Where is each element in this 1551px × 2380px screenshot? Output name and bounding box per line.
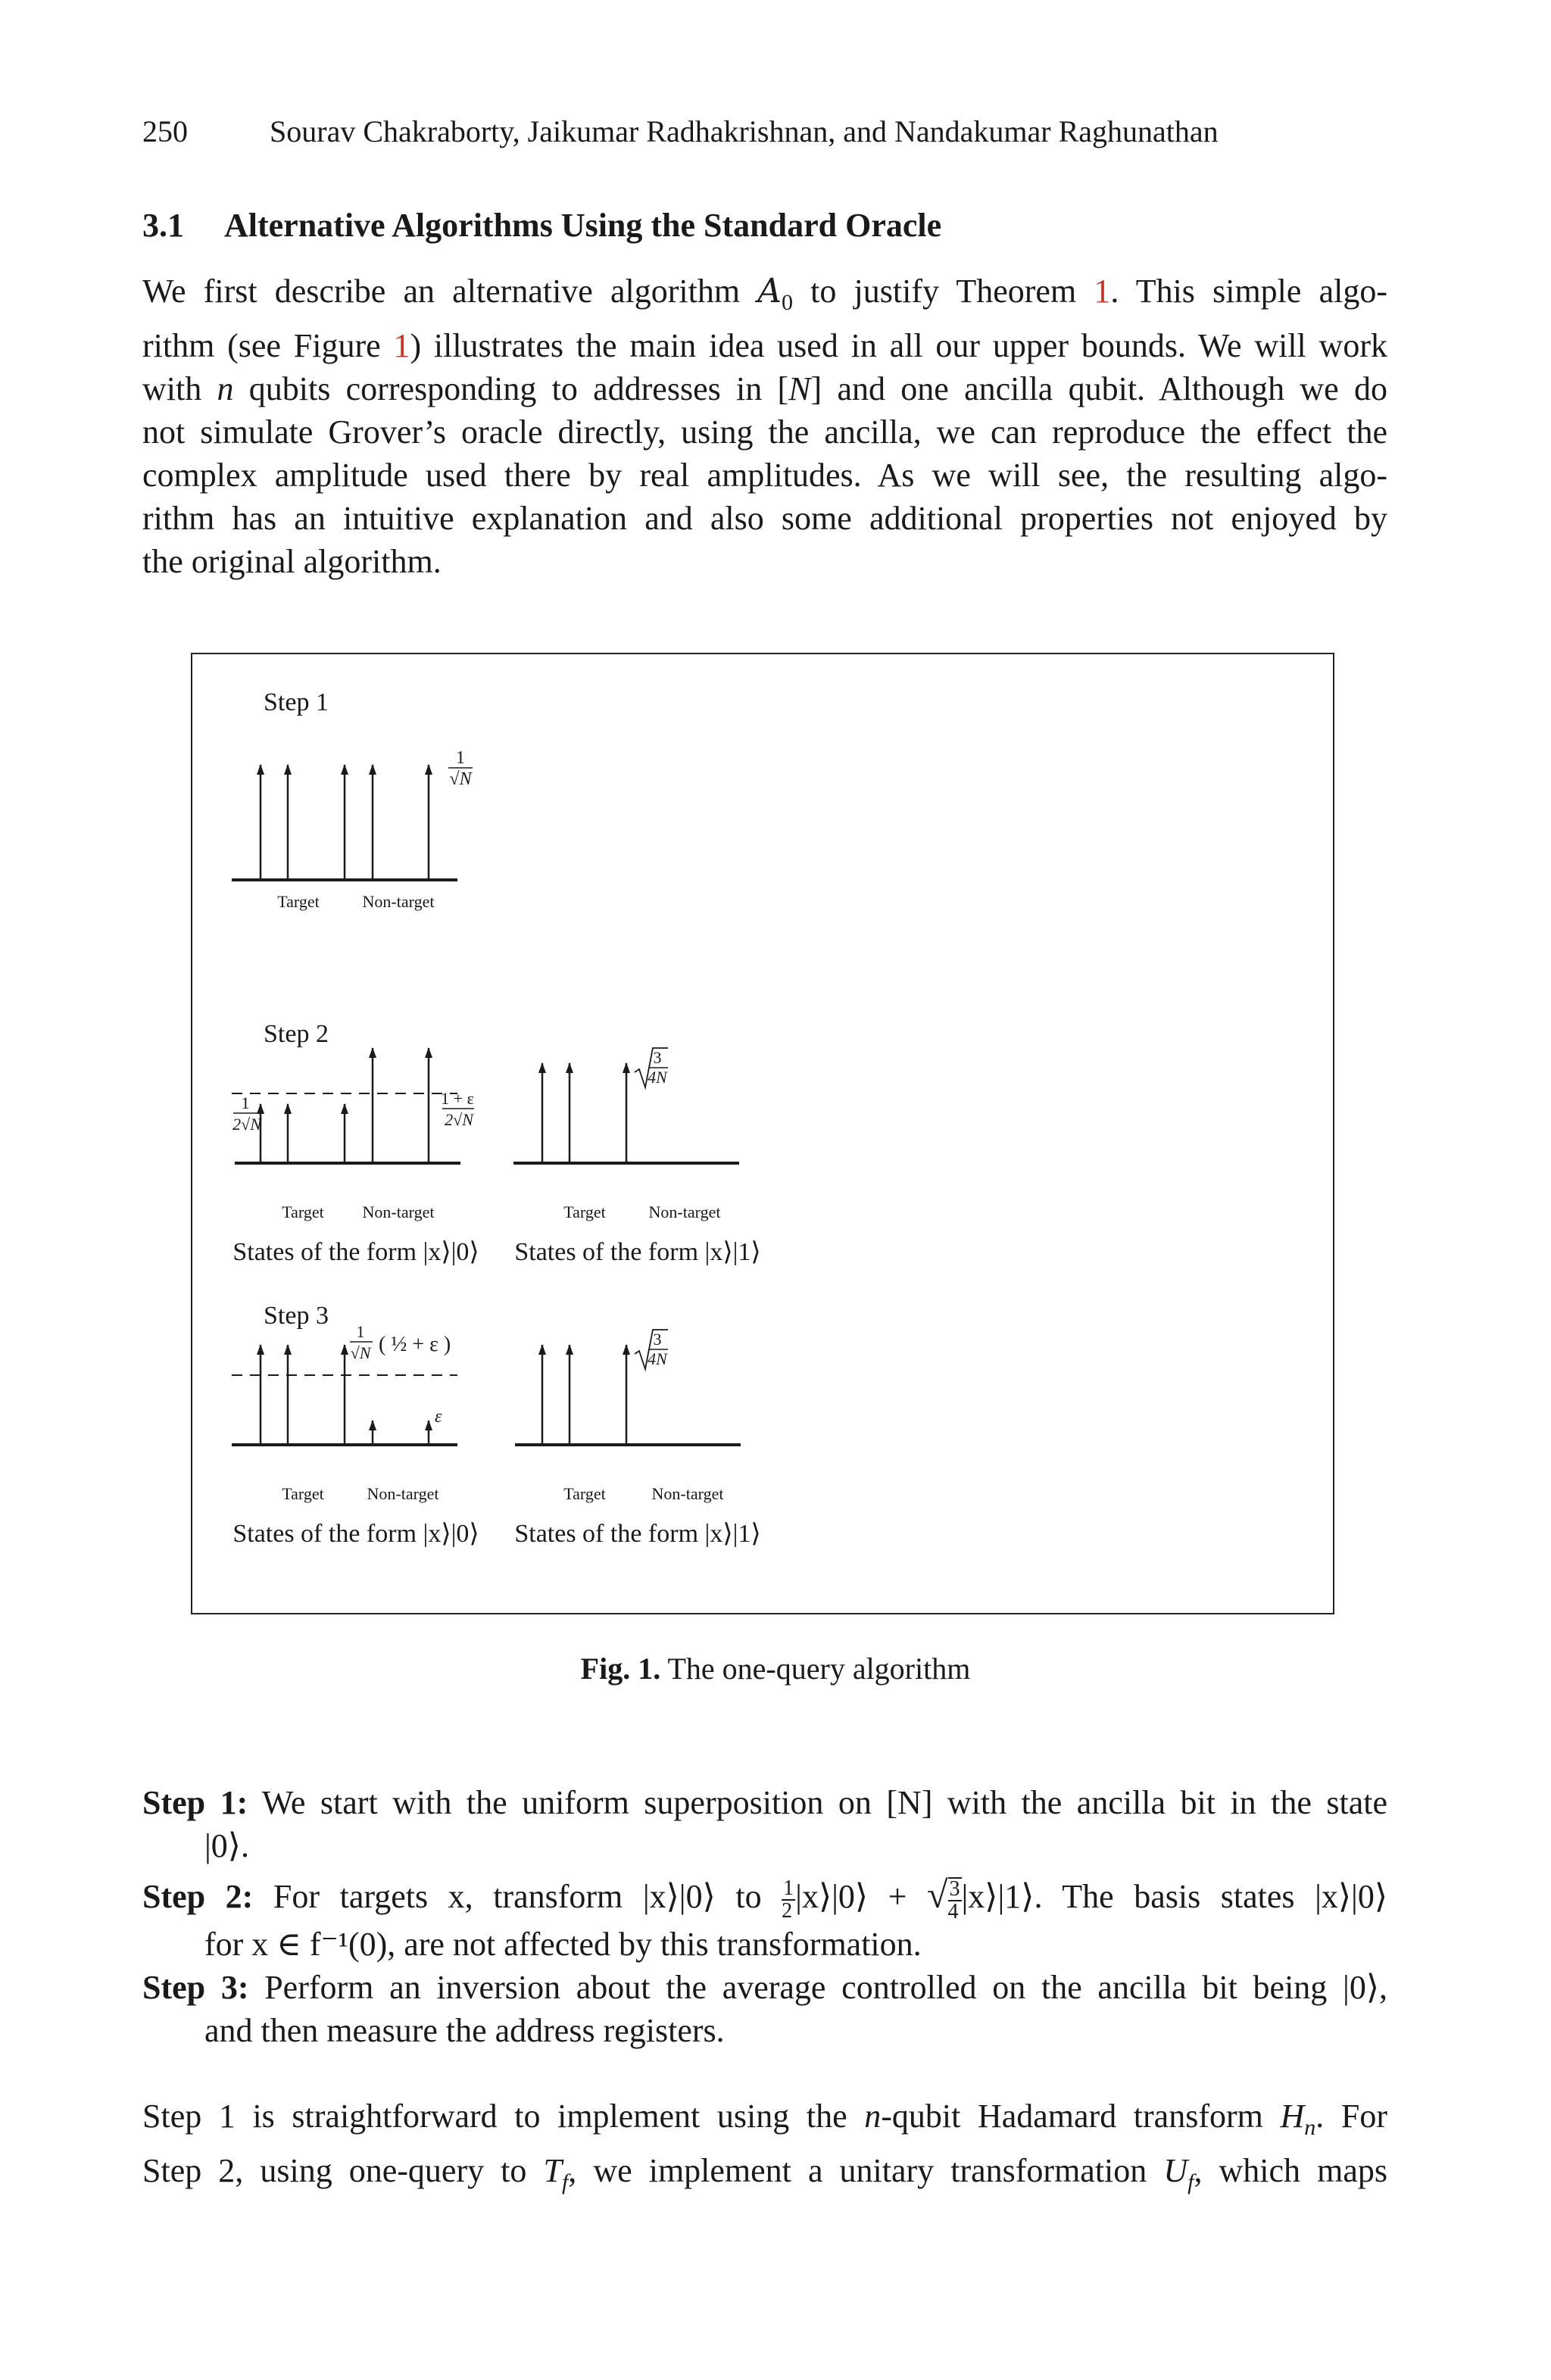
states-form-0-label: States of the form |x⟩|0⟩	[232, 1520, 479, 1548]
amp-label-num: 1	[241, 1093, 250, 1112]
amp-label-num: 3	[653, 1330, 662, 1349]
sqrt-fraction: $\frac{3}{4}$	[947, 1876, 960, 1923]
target-label: Target	[277, 892, 320, 911]
non-target-label: Non-target	[648, 1202, 721, 1221]
step2-left-bars	[261, 1048, 429, 1163]
step2-item: Step 2: For targets x, transform |x⟩|0⟩ to $\frac{1}{2}$ |x⟩|0⟩ + √ $\frac{3}{4}$ |x⟩|1⟩. The basis states |x⟩|0⟩	[142, 1873, 1388, 1923]
non-target-label: Non-target	[362, 1202, 435, 1221]
step3-label: Step 3	[264, 1302, 329, 1330]
states-form-1-label: States of the form |x⟩|1⟩	[514, 1238, 761, 1266]
closing-line: Step 2, using one-query to $T_f$, we implement a unitary transformation $U_f$, which maps	[142, 2151, 1387, 2194]
step3-continuation: and then measure the address registers.	[204, 2011, 725, 2049]
amp-label-den: 2√N	[445, 1110, 473, 1129]
section-number: 3.1	[142, 207, 184, 244]
epsilon-label: ε	[435, 1407, 442, 1427]
states-form-1-label: States of the form |x⟩|1⟩	[514, 1520, 761, 1548]
step1-continuation: |0⟩.	[204, 1827, 249, 1864]
step3-right-bars	[542, 1345, 626, 1445]
amp-label-den: √N	[449, 769, 472, 789]
non-target-label: Non-target	[367, 1484, 439, 1503]
intro-line: not simulate Grover’s oracle directly, using the ancilla, we can reproduce the effect the	[142, 413, 1387, 451]
target-label: Target	[282, 1202, 324, 1221]
amp-label-num: 1	[356, 1322, 365, 1341]
half-fraction: $\frac{1}{2}$	[782, 1876, 794, 1923]
step2-label: Step 2	[264, 1020, 329, 1048]
amp-label-den: √N	[350, 1343, 371, 1362]
page-number: 250	[142, 114, 188, 148]
theorem-link[interactable]: 1	[1094, 273, 1111, 310]
intro-line: complex amplitude used there by real amplitudes. As we will see, the resulting algo-	[142, 456, 1387, 494]
intro-line: the original algorithm.	[142, 542, 442, 580]
amp-label-num: 1	[456, 748, 465, 768]
amp-label-den: 4N	[648, 1349, 667, 1368]
amp-label-num: 3	[653, 1048, 662, 1067]
running-header	[142, 114, 1219, 149]
caption-label: Fig. 1.	[580, 1652, 661, 1686]
intro-line: rithm has an intuitive explanation and also some additional properties not enjoyed by	[142, 499, 1387, 537]
closing-paragraph	[142, 2095, 1387, 2204]
step1-label: Step 1	[264, 688, 329, 716]
intro-line: We first describe an alternative algorithm $A_0$ to justify Theorem 1. This simple algo-	[142, 272, 1387, 315]
steps-list	[142, 1781, 1387, 2052]
figure-caption	[0, 1651, 1551, 1686]
closing-line: Step 1 is straightforward to implement using the n-qubit Hadamard transform $H_n$. For	[142, 2098, 1388, 2140]
step1-item: Step 1: We start with the uniform superposition on [N] with the ancilla bit in the state	[142, 1784, 1387, 1821]
section-title: Alternative Algorithms Using the Standard Oracle	[224, 207, 942, 244]
amp-label-den: 4N	[648, 1068, 667, 1087]
intro-line: with n qubits corresponding to addresses in [N] and one ancilla qubit. Although we do	[142, 370, 1387, 407]
step2-right-bars	[542, 1063, 626, 1163]
target-label: Target	[282, 1484, 324, 1503]
target-label: Target	[563, 1202, 606, 1221]
step2-continuation: for x ∈ f⁻¹(0), are not affected by this transformation.	[204, 1925, 922, 1963]
algorithm-symbol: A	[757, 272, 782, 310]
section-heading	[142, 206, 941, 245]
amp-label-num: 1 + ε	[441, 1089, 474, 1108]
step3-left-bars	[261, 1345, 429, 1445]
amp-label-den: 2√N	[232, 1115, 261, 1134]
non-target-label: Non-target	[651, 1484, 724, 1503]
amp-step3-paren: ( ½ + ε )	[379, 1333, 451, 1356]
step3-item: Step 3: Perform an inversion about the average controlled on the ancilla bit being |0⟩,	[142, 1968, 1387, 2006]
figure-diagram	[192, 654, 1333, 1613]
caption-text: The one-query algorithm	[660, 1652, 971, 1686]
step1-amplitude-bars	[261, 765, 429, 880]
author-list: Sourav Chakraborty, Jaikumar Radhakrishnan, and Nandakumar Raghunathan	[270, 114, 1219, 148]
non-target-label: Non-target	[362, 892, 435, 911]
intro-line: rithm (see Figure 1) illustrates the main idea used in all our upper bounds. We will work	[142, 326, 1387, 364]
target-label: Target	[563, 1484, 606, 1503]
figure-box	[191, 653, 1334, 1614]
figure-link[interactable]: 1	[393, 326, 410, 364]
states-form-0-label: States of the form |x⟩|0⟩	[232, 1238, 479, 1266]
intro-paragraph	[142, 270, 1387, 583]
